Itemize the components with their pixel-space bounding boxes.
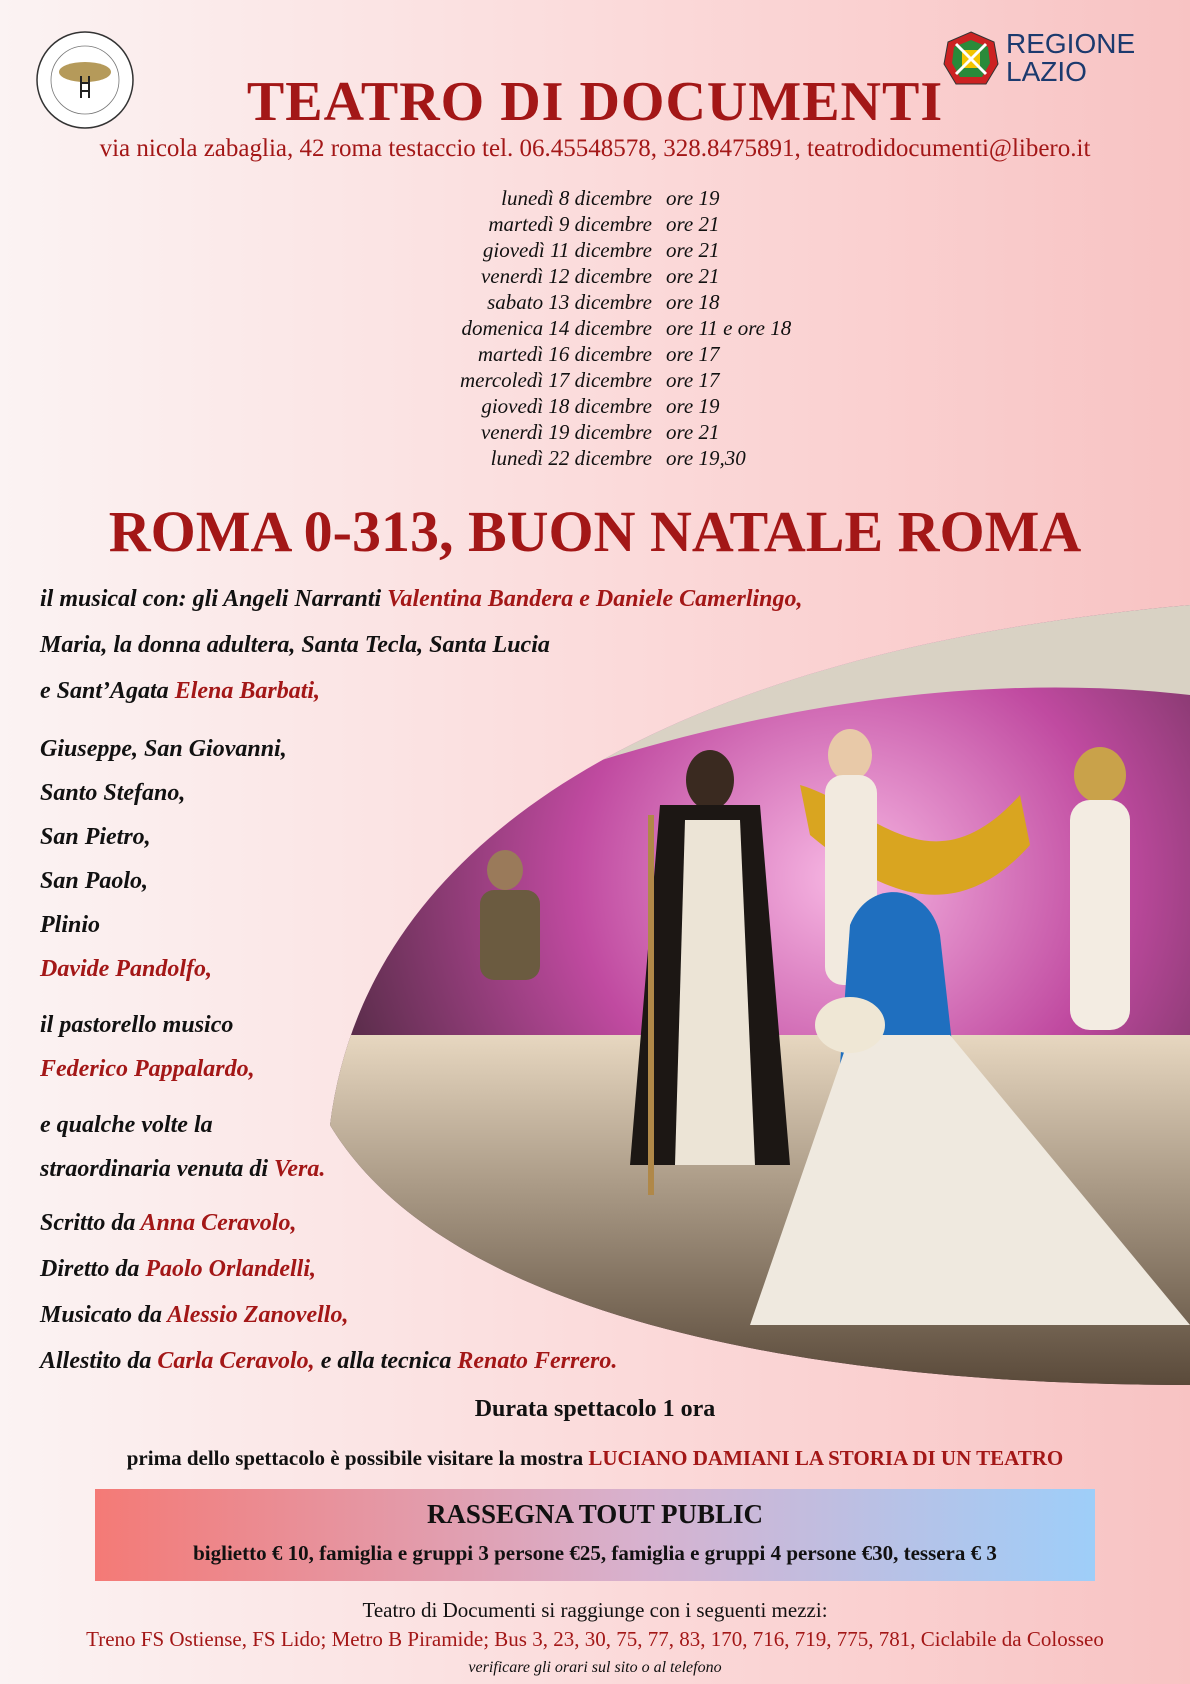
exhibition-name: LUCIANO DAMIANI LA STORIA DI UN TEATRO <box>588 1446 1064 1470</box>
exhibition-intro: prima dello spettacolo è possibile visitare la mostra <box>126 1446 589 1470</box>
cast-line <box>40 678 320 705</box>
credit-role: Scritto da <box>40 1210 141 1236</box>
schedule-time: ore 21 <box>666 212 720 236</box>
cast-actor: Valentina Bandera e Daniele Camerlingo, <box>387 586 803 612</box>
ticket-banner <box>95 1489 1095 1581</box>
credit-person: Alessio Zanovello, <box>167 1302 349 1328</box>
banner-title: RASSEGNA TOUT PUBLIC <box>426 1499 764 1529</box>
cast-role: il musical con: gli Angeli Narranti <box>40 586 388 612</box>
schedule-row <box>0 290 1190 316</box>
schedule-time: ore 19,30 <box>666 446 746 470</box>
cast-line <box>40 586 803 613</box>
cast-line: il pastorello musico <box>40 1012 234 1038</box>
schedule-row <box>0 420 1190 446</box>
schedule-time: ore 21 <box>666 264 720 288</box>
credit-line <box>40 1256 316 1283</box>
schedule-time: ore 17 <box>666 342 720 366</box>
schedule-day: venerdì 19 dicembre <box>480 420 652 444</box>
schedule-day: venerdì 12 dicembre <box>480 264 652 288</box>
schedule-day: giovedì 11 dicembre <box>482 238 652 262</box>
cast-line: Santo Stefano, <box>40 780 186 806</box>
schedule-row <box>0 446 1190 472</box>
verify-note: verificare gli orari sul sito o al telefono <box>468 1659 722 1676</box>
schedule-day: martedì 16 dicembre <box>477 342 652 366</box>
transport-lines: Treno FS Ostiense, FS Lido; Metro B Piramide; Bus 3, 23, 30, 75, 77, 83, 170, 716, 719, 775, 781, Ciclabile da Colosseo <box>86 1627 1104 1651</box>
credit-role: Musicato da <box>40 1302 168 1328</box>
schedule-time: ore 21 <box>666 420 720 444</box>
schedule-day: giovedì 18 dicembre <box>481 394 652 418</box>
transport-heading: Teatro di Documenti si raggiunge con i seguenti mezzi: <box>362 1598 828 1622</box>
schedule-day: mercoledì 17 dicembre <box>459 368 652 392</box>
stage-photo <box>330 605 1190 1385</box>
credit-person: Anna Ceravolo, <box>140 1210 297 1236</box>
region-name-line1: REGIONE <box>1006 28 1136 59</box>
schedule-row <box>0 342 1190 368</box>
schedule-row <box>0 264 1190 290</box>
cast-line: Plinio <box>40 912 101 938</box>
cast-role: e Sant’Agata <box>40 678 175 704</box>
schedule-row <box>0 368 1190 394</box>
schedule-day: lunedì 22 dicembre <box>490 446 652 470</box>
schedule-day: sabato 13 dicembre <box>487 290 652 314</box>
schedule-time: ore 19 <box>666 394 720 418</box>
page-title: TEATRO DI DOCUMENTI <box>246 71 944 133</box>
schedule-row <box>0 394 1190 420</box>
schedule-time: ore 17 <box>666 368 720 392</box>
schedule-list <box>0 186 1190 472</box>
schedule-time: ore 21 <box>666 238 720 262</box>
schedule-row <box>0 186 1190 212</box>
credit-line <box>40 1302 348 1329</box>
cast-role: straordinaria venuta di <box>40 1156 275 1182</box>
ticket-prices: biglietto € 10, famiglia e gruppi 3 persone €25, famiglia e gruppi 4 persone €30, tessera € 3 <box>193 1541 997 1565</box>
cast-line: Maria, la donna adultera, Santa Tecla, Santa Lucia <box>40 632 550 658</box>
schedule-row <box>0 212 1190 238</box>
cast-line: San Paolo, <box>40 868 149 894</box>
cast-actor: Elena Barbati, <box>174 678 321 704</box>
credit-role: Allestito da <box>40 1348 158 1374</box>
cast-line: Giuseppe, San Giovanni, <box>40 736 287 762</box>
exhibition-note <box>0 1446 1190 1471</box>
region-name-line2: LAZIO <box>1006 56 1087 87</box>
schedule-row <box>0 238 1190 264</box>
credit-role: e alla tecnica <box>314 1348 458 1374</box>
credit-line <box>40 1210 296 1237</box>
schedule-day: martedì 9 dicembre <box>488 212 652 236</box>
schedule-day: domenica 14 dicembre <box>461 316 652 340</box>
cast-actor: Federico Pappalardo, <box>40 1056 255 1082</box>
credit-role: Diretto da <box>40 1256 146 1282</box>
cast-line <box>40 1156 325 1183</box>
cast-line: e qualche volte la <box>40 1112 213 1138</box>
schedule-time: ore 19 <box>666 186 720 210</box>
schedule-time: ore 18 <box>666 290 720 314</box>
schedule-row <box>0 316 1190 342</box>
credit-line <box>40 1348 617 1375</box>
cast-actor: Davide Pandolfo, <box>40 956 212 982</box>
contact-info: via nicola zabaglia, 42 roma testaccio tel. 06.45548578, 328.8475891, teatrodidocumenti@libero.it <box>99 135 1091 162</box>
credit-person: Paolo Orlandelli, <box>145 1256 316 1282</box>
show-title: ROMA 0-313, BUON NATALE ROMA <box>108 499 1082 564</box>
credit-person: Carla Ceravolo, <box>157 1348 315 1374</box>
cast-line: San Pietro, <box>40 824 151 850</box>
schedule-time: ore 11 e ore 18 <box>666 316 792 340</box>
cast-actor: Vera. <box>274 1156 326 1182</box>
credit-person: Renato Ferrero. <box>457 1348 618 1374</box>
duration-text: Durata spettacolo 1 ora <box>474 1396 716 1422</box>
schedule-day: lunedì 8 dicembre <box>501 186 652 210</box>
